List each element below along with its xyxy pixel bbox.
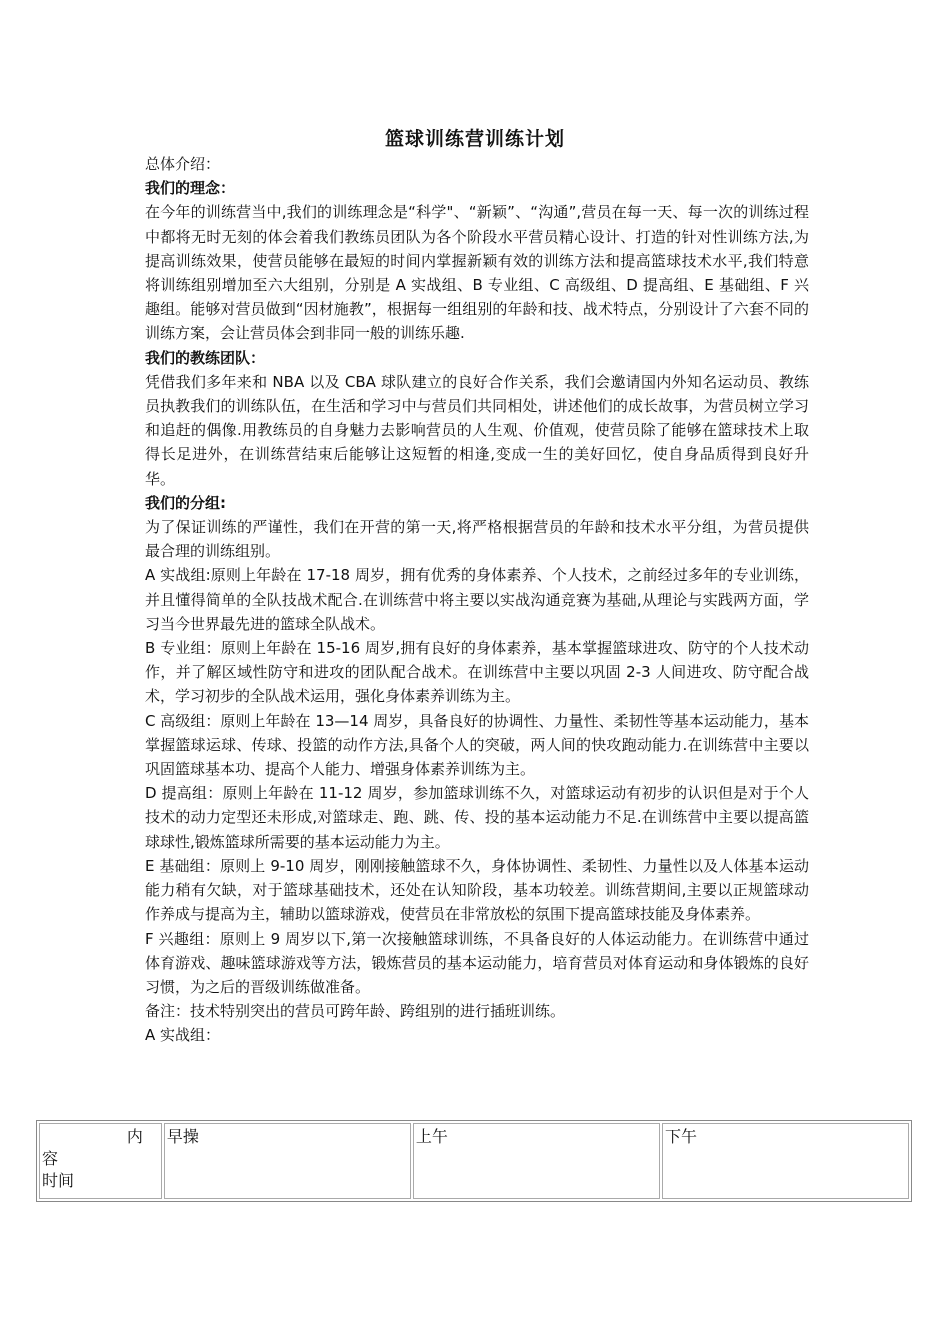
intro-label: 总体介绍： [145, 155, 221, 173]
corner-label-content-1: 内 [126, 1127, 143, 1146]
table-header-morning-exercise: 早操 [164, 1123, 411, 1199]
paragraph-group-d: D 提高组：原则上年龄在 11-12 周岁，参加篮球训练不久，对篮球运动有初步的认识但是对于个人技术的动力定型还未形成,对篮球走、跑、跳、传、投的基本运动能力不足.在训练营中主要以提高篮球球性,锻炼篮球所需要的基本运动能力为主。 [145, 784, 809, 851]
paragraph-grouping-intro: 为了保证训练的严谨性，我们在开营的第一天,将严格根据营员的年龄和技术水平分组，为营员提供最合理的训练组别。 [145, 518, 809, 561]
paragraph-group-a-schedule-label: A 实战组： [145, 1026, 221, 1045]
paragraph-note: 备注：技术特别突出的营员可跨年龄、跨组别的进行插班训练。 [145, 1002, 566, 1021]
document-title: 篮球训练营训练计划 [384, 128, 565, 150]
paragraph-philosophy: 在今年的训练营当中,我们的训练理念是“科学"、“新颖”、“沟通”,营员在每一天、每一次的训练过程中都将无时无刻的体会着我们教练员团队为各个阶段水平营员精心设计、打造的针对性训练方法,为提高训练效果，使营员能够在最短的时间内掌握新颖有效的训练方法和提高篮球技术水平,我们特意将训练组别增加至六大组别，分别是 A 实战组、B 专业组、C 高级组、D 提高组、E 基础组、F 兴趣组。能够对营员做到“因材施教”，根据每一组组别的年龄和技、战术特点，分别设计了六套不同的训练方案，会让营员体会到非同一般的训练乐趣. [145, 203, 809, 343]
table-header-afternoon: 下午 [662, 1123, 909, 1199]
paragraph-group-f: F 兴趣组：原则上 9 周岁以下,第一次接触篮球训练，不具备良好的人体运动能力。在训练营中通过体育游戏、趣味篮球游戏等方法，锻炼营员的基本运动能力，培育营员对体育运动和身体锻炼的良好习惯，为之后的晋级训练做准备。 [145, 929, 809, 996]
table-corner-cell [39, 1123, 162, 1199]
paragraph-coaching-team: 凭借我们多年来和 NBA 以及 CBA 球队建立的良好合作关系，我们会邀请国内外知名运动员、教练员执教我们的训练队伍，在生活和学习中与营员们共同相处，讲述他们的成长故事，为营员树立学习和追赶的偶像.用教练员的自身魅力去影响营员的人生观、价值观，使营员除了能够在篮球技术上取得长足进外，在训练营结束后能够让这短暂的相逢,变成一生的美好回忆，使自身品质得到良好升华。 [145, 372, 809, 488]
section-heading-coaching-team: 我们的教练团队： [145, 348, 266, 367]
corner-label-time: 时间 [42, 1171, 75, 1190]
table-header-morning: 上午 [413, 1123, 660, 1199]
paragraph-group-a: A 实战组:原则上年龄在 17-18 周岁，拥有优秀的身体素养、个人技术，之前经过多年的专业训练，并且懂得简单的全队技战术配合.在训练营中将主要以实战沟通竞赛为基础,从理论与实践两方面，学习当今世界最先进的篮球全队战术。 [145, 566, 809, 633]
schedule-table [36, 1120, 912, 1202]
corner-label-content-2: 容 [42, 1149, 59, 1168]
table-row [39, 1123, 909, 1199]
paragraph-group-e: E 基础组：原则上 9-10 周岁，刚刚接触篮球不久，身体协调性、柔韧性、力量性以及人体基本运动能力稍有欠缺，对于篮球基础技术，还处在认知阶段，基本功较差。训练营期间,主要以正规篮球动作养成与提高为主，辅助以篮球游戏，使营员在非常放松的氛围下提高篮球技能及身体素养。 [145, 856, 809, 924]
document-body [145, 152, 809, 1048]
paragraph-group-c: C 高级组：原则上年龄在 13—14 周岁，具备良好的协调性、力量性、柔韧性等基本运动能力，基本掌握篮球运球、传球、投篮的动作方法,具备个人的突破，两人间的快攻跑动能力.在训练营中主要以巩固篮球基本功、提高个人能力、增强身体素养训练为主。 [145, 711, 809, 779]
section-heading-philosophy: 我们的理念： [145, 179, 236, 198]
section-heading-grouping: 我们的分组: [145, 493, 226, 512]
paragraph-group-b: B 专业组：原则上年龄在 15-16 周岁,拥有良好的身体素养，基本掌握篮球进攻、防守的个人技术动作，并了解区域性防守和进攻的团队配合战术。在训练营中主要以巩固 2-3 人间进攻、防守配合战术，学习初步的全队战术运用，强化身体素养训练为主。 [145, 639, 809, 706]
